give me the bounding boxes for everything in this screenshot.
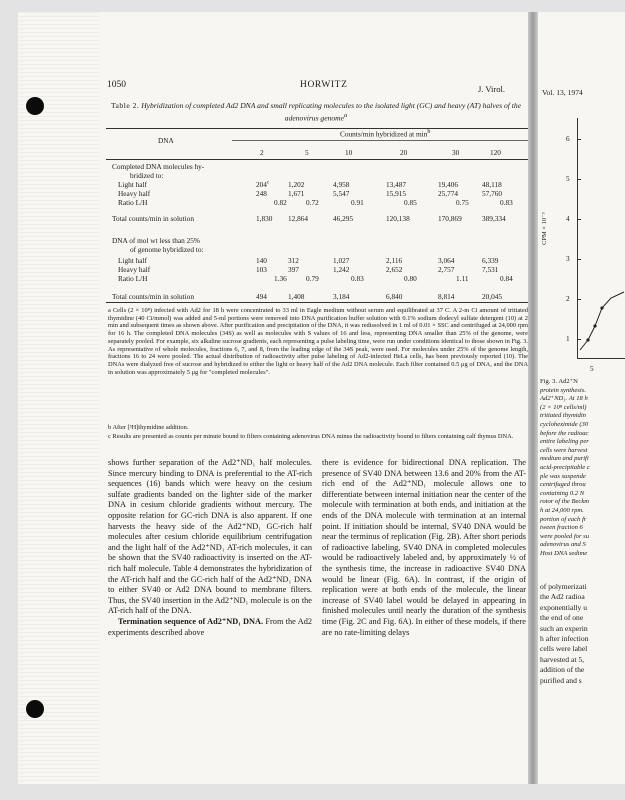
facing-body-line: such an experin — [540, 623, 588, 633]
s1-heavy-cell: 15,915 — [386, 189, 407, 198]
s1-ratio-cell: 0.91 — [351, 198, 364, 207]
s2-ratio-cell: 0.79 — [306, 274, 319, 283]
s2-ratio-label: Ratio L/H — [118, 274, 148, 283]
s2-total-cell: 20,045 — [482, 292, 503, 301]
table-head-dna: DNA — [158, 136, 174, 145]
facing-caption-line: Fig. 3. Ad2⁺N — [540, 378, 578, 385]
facing-figure-curve — [578, 290, 625, 358]
body-column-right — [322, 458, 526, 638]
facing-caption-line: cycloheximide (30 — [540, 421, 589, 428]
footnote-a: a Cells (2 × 10⁸) infected with Ad2 for 18 h were concentrated to 33 ml in Eagle medium without serum and equilibrated at 37 C. A 2-m Ci amount of tritiated thymidine (40 Ci/mmol) was added and 5-ml portions were removed into DNA purification buffer solution with 0.1% sodium dodecyl sulfate detergent (10) at 2 min and subsequent times as shown above. After purification and precipitation of the DNA, it was redissolved in 1 ml of 0.01 × SSC and centrifuged at 24,000 rpm for 16 h. The completed DNA molecules (34S) as well as molecules with S values of 16 and less, representing DNA smaller than 25% of the genome, were separately pooled. For example, six alkaline sucrose gradients, each representing a pulse labeling time, were run under conditions identical to those shown in Fig. 3. As representative of whole molecules, fractions 6, 7, and 8, from the leading edge of the 34S peak, were used. For molecules under 25% of the genome length, fractions 16 to 24 were pooled. The actual distribution of radioactivity after pulse labeling of Ad2-infected HeLa cells, has been previously reported (10). The DNAs were dialyzed free of sucrose and hybridized to either the light or heavy half of the Ad2 DNA molecule. Each filter contained 0.5 μg of DNA, and the DNA in solution was approximately 5 μg for "completed molecules". — [108, 307, 528, 376]
facing-caption-line: tritiated thymidin — [540, 412, 586, 420]
scan-edge-shading — [18, 12, 100, 784]
running-journal: J. Virol. — [478, 84, 505, 94]
binder-hole-top — [26, 97, 44, 115]
s1-light-cell: 13,487 — [386, 180, 407, 189]
facing-caption-line: h at 24,000 rpm. — [540, 507, 584, 514]
facing-body-line: harvested at 5, — [540, 654, 585, 664]
s2-light-cell: 140 — [256, 256, 267, 265]
facing-ytick: 5 — [566, 174, 570, 183]
s2-total-cell: 3,184 — [333, 292, 350, 301]
facing-body-line: the end of one — [540, 613, 584, 623]
s1-total-cell: 1,830 — [256, 214, 273, 223]
s1-heavy-cell: 5,547 — [333, 189, 350, 198]
s2-light-cell: 6,339 — [482, 256, 499, 265]
facing-ytick-mark — [577, 139, 581, 140]
page-gutter — [528, 12, 538, 784]
time-header-1: 5 — [305, 148, 309, 157]
s2-light-cell: 2,116 — [386, 256, 403, 265]
s2-ratio-cell: 0.83 — [351, 274, 364, 283]
facing-ytick: 4 — [566, 214, 570, 223]
s2-ratio-cell: 0.80 — [404, 274, 417, 283]
s2-total-cell: 6,840 — [386, 292, 403, 301]
s2-total-cell: 1,408 — [288, 292, 305, 301]
facing-caption-line: tween fraction 6 — [540, 524, 583, 532]
table-caption — [106, 101, 526, 124]
cell-footnote-mark: c — [266, 180, 270, 186]
s2-light-label: Light half — [118, 256, 147, 265]
facing-caption-line: before the radioac — [540, 429, 589, 437]
s1-ratio-cell: 0.85 — [404, 198, 417, 207]
binder-hole-bottom — [26, 700, 44, 718]
s1-ratio-label: Ratio L/H — [118, 198, 148, 207]
facing-body-line: exponentially u — [540, 602, 588, 612]
s1-light-cell: 1,202 — [288, 180, 305, 189]
table-bottom-rule — [106, 302, 528, 303]
time-header-5: 120 — [490, 148, 501, 157]
facing-caption-line: adenovirus and S — [540, 541, 586, 549]
facing-page-header: Vol. 13, 1974 — [542, 88, 583, 97]
time-header-4: 30 — [452, 148, 460, 157]
s2-total-cell: 494 — [256, 292, 267, 301]
section2-title-line1: DNA of mol wt less than 25% — [112, 236, 200, 245]
footnote-b: b After [³H]thymidine addition. — [108, 424, 189, 431]
s2-light-cell: 312 — [288, 256, 299, 265]
facing-figure-x-axis — [577, 358, 625, 359]
s1-heavy-cell: 57,760 — [482, 189, 503, 198]
facing-ytick: 6 — [566, 134, 570, 143]
facing-body-line: cells were label — [540, 644, 588, 654]
facing-ytick-mark — [577, 179, 581, 180]
s2-heavy-cell: 1,242 — [333, 265, 350, 274]
table-spanner-rule — [232, 140, 528, 141]
s1-light-cell: 19,406 — [438, 180, 459, 189]
section1-title-line1: Completed DNA molecules hy- — [112, 162, 205, 171]
facing-caption-line: containing 0.2 N — [540, 489, 585, 497]
s2-ratio-cell: 1.11 — [456, 274, 469, 283]
facing-body-line: addition of the — [540, 665, 585, 675]
time-header-0: 2 — [260, 148, 264, 157]
s2-heavy-cell: 2,652 — [386, 265, 403, 274]
facing-figure-ylabel: CPM × 10⁻³ — [541, 212, 548, 245]
s1-light-cell: 48,118 — [482, 180, 502, 189]
s1-total-cell: 46,295 — [333, 214, 354, 223]
s2-heavy-cell: 7,531 — [482, 265, 499, 274]
s2-heavy-cell: 2,757 — [438, 265, 455, 274]
table-head-counts: Counts/min hybridized at $\min^b$ — [340, 129, 431, 139]
s1-heavy-cell: 248 — [256, 189, 267, 198]
facing-ytick: 1 — [566, 334, 570, 343]
section1-title-line2: bridized to: — [130, 171, 164, 180]
facing-caption-line: Ad2⁺ND₁. At 18 h — [540, 395, 588, 403]
s2-light-cell: 3,064 — [438, 256, 455, 265]
s2-heavy-label: Heavy half — [118, 265, 151, 274]
s1-heavy-cell: 25,774 — [438, 189, 459, 198]
table-label: Table 2. — [110, 101, 140, 110]
body-column-left — [108, 458, 312, 638]
s2-total-label: Total counts/min in solution — [112, 292, 194, 301]
table-top-rule — [106, 128, 528, 129]
facing-caption-line: Host DNA sedime — [540, 550, 588, 557]
facing-caption-line: centrifuged throu — [540, 481, 586, 489]
facing-caption-line: (2 × 10⁸ cells/ml) — [540, 403, 587, 411]
s1-light-cell: 4,958 — [333, 180, 350, 189]
facing-caption-line: portion of each fr — [540, 515, 587, 523]
s1-total-cell: 389,334 — [482, 214, 506, 223]
time-header-3: 20 — [400, 148, 408, 157]
facing-caption-line: entire labeling per — [540, 438, 589, 446]
body-left-paragraph-2: From the Ad2 experiments described above — [108, 616, 312, 637]
body-right-paragraph: there is evidence for bidirectional DNA replication. The presence of SV40 DNA between 13.6 and 20% from the AT-rich end of the Ad2⁺ND₁ molecule allows one to differentiate between internal initiation near the center of the molecule with termination at both ends, and initiation at the ends of the DNA molecule with termination at an internal point. If initiation should be internal, SV40 DNA would be near the terminus of replication (Fig. 2B). After short periods of radioactive labeling, SV40 DNA in completed molecules would be radioactively labeled and, by approximately ½ of the synthesis time, the increase in radioactive SV40 DNA would be linear (Fig. 6A). In contrast, if the origin of replication were at both ends of the molecule, the linear increase of SV40 label would be delayed in appearing in finished molecules until nearly the duration of the synthesis time (Fig. 2C and Fig. 6A). In either of these models, if there are no rate-limiting delays — [322, 458, 526, 637]
s2-ratio-cell: 1.36 — [274, 274, 287, 283]
facing-caption-line: ple was suspende — [540, 472, 586, 480]
facing-ytick-mark — [577, 259, 581, 260]
footnote-c: c Results are presented as counts per minute bound to filters containing adenovirus DNA minus the radioactivity bound to filters containing calf thymus DNA. — [108, 433, 514, 440]
facing-body-line: purified and s — [540, 675, 582, 685]
facing-body-line: the Ad2 radioa — [540, 592, 585, 602]
s1-heavy-cell: 1,671 — [288, 189, 305, 198]
table-header-rule — [106, 159, 528, 160]
s1-total-cell: 170,869 — [438, 214, 462, 223]
facing-caption-line: medium and purifi — [540, 455, 589, 463]
facing-caption-line: rotor of the Beckm — [540, 498, 590, 506]
s1-ratio-cell: 0.75 — [456, 198, 469, 207]
facing-caption-line: protein synthesis. — [540, 386, 586, 394]
page-number: 1050 — [107, 80, 126, 90]
s1-light-label: Light half — [118, 180, 147, 189]
s2-light-cell: 1,027 — [333, 256, 350, 265]
facing-ytick: 3 — [566, 254, 570, 263]
s2-heavy-cell: 103 — [256, 265, 267, 274]
facing-caption-line: cells were harvest — [540, 446, 588, 454]
s1-ratio-cell: 0.82 — [274, 198, 287, 207]
section2-title-line2: of genome hybridized to: — [130, 245, 204, 254]
time-header-2: 10 — [345, 148, 353, 157]
s1-ratio-cell: 0.83 — [500, 198, 513, 207]
s2-total-cell: 8,814 — [438, 292, 455, 301]
facing-caption-line: acid-precipitable c — [540, 464, 590, 471]
caption-footnote-mark: a — [344, 112, 348, 119]
s1-total-cell: 12,864 — [288, 214, 309, 223]
facing-body-line: h after infection — [540, 634, 589, 643]
s1-light-cell: 204$^c$ — [256, 180, 270, 189]
facing-body-line: of polymerizati — [540, 582, 587, 591]
s2-heavy-cell: 397 — [288, 265, 299, 274]
facing-ytick: 2 — [566, 294, 570, 303]
s1-total-cell: 120,138 — [386, 214, 410, 223]
s2-ratio-cell: 0.84 — [500, 274, 513, 283]
facing-ytick-mark — [577, 219, 581, 220]
facing-caption-line: were pooled for su — [540, 532, 590, 540]
s1-heavy-label: Heavy half — [118, 189, 151, 198]
section-heading-termination: Termination sequence of Ad2⁺ND₁ DNA. — [118, 616, 264, 626]
facing-figure-xtick: 5 — [590, 364, 594, 373]
body-left-paragraph: shows further separation of the Ad2⁺ND₁ half molecules. Since mercury binding to DNA is preferential to the AT-rich sequences (16) bands which were heavy on the cesium sulfate gradients banded on the lighter side of the marker DNA in cesium chloride gradients without mercury. The opposite relation for GC-rich DNA is also apparent. If one harvests the heavy side of the Ad2⁺ND₁ GC-rich half molecules after cesium chloride equilibrium centrifugation and the light half of the Ad2⁺ND₁ AT-rich molecules, it can be shown that the SV40 radioactivity is inserted on the AT-rich half molecule. Table 4 demonstrates the hybridization of the AT-rich half and the GC-rich half of the Ad2⁺ND₁ DNA to either SV40 or Ad2 DNA bound to membrane filters. Thus, the SV40 insertion in the Ad2⁺ND₁ molecule is on the AT-rich half of the DNA. — [108, 458, 312, 616]
running-author: HORWITZ — [300, 80, 348, 90]
s1-ratio-cell: 0.72 — [306, 198, 319, 207]
table-caption-text: Hybridization of completed Ad2 DNA and small replicating molecules to the isolated light (GC) and heavy (AT) halves of the adenovirus genome — [141, 101, 522, 123]
s1-total-label: Total counts/min in solution — [112, 214, 194, 223]
